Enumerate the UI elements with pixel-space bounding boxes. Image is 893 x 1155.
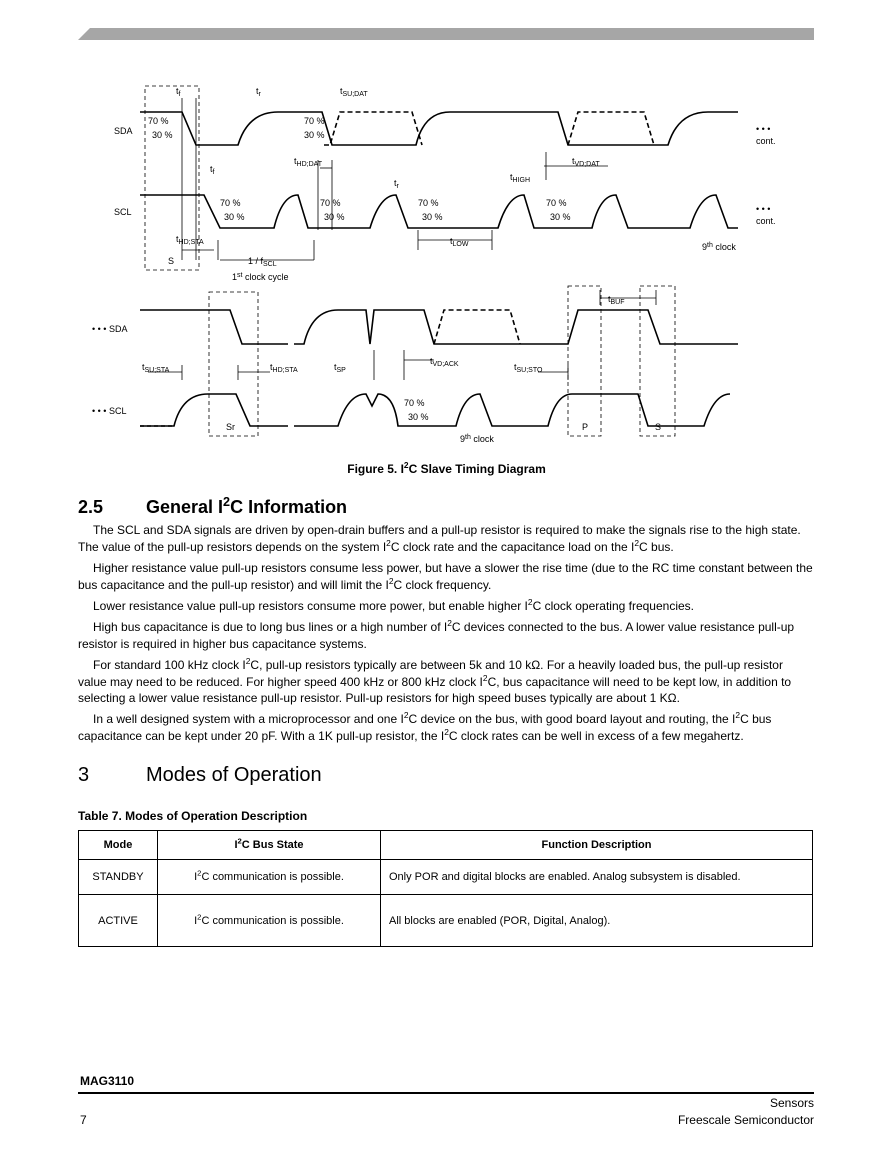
cell-function: Only POR and digital blocks are enabled. Analog subsystem is disabled. [381,860,813,895]
label-p: P [582,422,589,432]
label-thigh: $t_{HIGH}$ [510,172,531,184]
label-tbuf: $t_{BUF}$ [608,294,625,306]
label-s: S [168,256,175,266]
label-tvddat: $t_{VD;DAT}$ [572,156,600,168]
pct-30-g: 30 % [408,412,429,422]
label-one-over-f: $1 / f_{SCL}$ [248,256,277,268]
pct-70-a: 70 % [148,116,169,126]
label-tvdack: $t_{VD;ACK}$ [430,356,459,368]
paragraph-1: The SCL and SDA signals are driven by open-drain buffers and a pull-up resistor is required to make the signals rise to the high state. The value of the pull-up resistors depends on the system $I^2C$ clock rate and the capacitance load on the $I^2C$ bus. [78,523,801,554]
header-bus-state: $I^2C$ Bus State [158,831,381,860]
footer-model: MAG3110 [80,1074,135,1088]
pct-70-f: 70 % [546,198,567,208]
pct-70-c: 70 % [220,198,241,208]
label-scl-lower: • • • SCL [92,406,127,416]
header-bar [78,28,814,40]
label-ninth-clock-2: 9th clock [460,434,494,444]
label-s-2: S [655,422,662,432]
table-header-row [79,831,813,860]
section-heading-3: 3 Modes of Operation [78,764,322,786]
label-thdsta-2: $t_{HD;STA}$ [270,362,298,374]
table-row [79,860,813,895]
pct-70-b: 70 % [304,116,325,126]
figure-caption: Figure 5. $I^2C$ Slave Timing Diagram [347,460,546,476]
timing-markers [148,98,656,380]
table-row [79,895,813,947]
label-first-clock: 1st clock cycle [232,272,289,282]
label-tsusto: $t_{SU;STO}$ [514,362,543,374]
label-dots-1: • • • [756,124,771,134]
label-dots-2: • • • [756,204,771,214]
footer-company: Freescale Semiconductor [677,1113,814,1127]
header-mode: Mode [79,831,158,860]
label-tsudat: $t_{SU;DAT}$ [340,86,368,98]
label-tf-2: $t_f$ [210,164,215,176]
cell-function: All blocks are enabled (POR, Digital, Analog). [381,895,813,947]
timing-diagram [78,80,814,452]
waveforms [140,112,738,426]
paragraph-3: Lower resistance value pull-up resistors consume more power, but enable higher $I^2C$ clock operating frequencies. [93,597,694,613]
label-tlow: $t_{LOW}$ [450,236,469,248]
label-tsusta: $t_{SU;STA}$ [142,362,170,374]
pct-30-c: 30 % [224,212,245,222]
pct-30-b: 30 % [304,130,325,140]
label-sda-lower: • • • SDA [92,324,128,334]
table-caption: Table 7. Modes of Operation Description [78,809,308,823]
pct-30-a: 30 % [152,130,173,140]
label-tsp: $t_{SP}$ [334,362,346,374]
label-cont-2: cont. [756,216,776,226]
label-ninth-clock-1: 9th clock [702,242,736,252]
cell-bus-state: $I^2C$ communication is possible. [158,895,381,947]
label-sr: Sr [226,422,235,432]
paragraph-5: For standard 100 kHz clock $I^2C$, pull-up resistors typically are between 5k and 10 kΩ. For a heavily loaded bus, the pull-up resistor value may need to be reduced. For higher speed 400 kHz or 800 kHz clock $I^2C$, bus capacitance will need to be kept low, in addition to selecting a lower value resistance pull-up resistor. Pull-up resistors for high speed buses typically are about 1 KΩ. [78,656,792,705]
cell-bus-state: $I^2C$ communication is possible. [158,860,381,895]
paragraph-2: Higher resistance value pull-up resistors consume less power, but have a slower the rise time (due to the RC time constant between the bus capacitance and the pull-up resistor) and will limit the $I^2C$ clock frequency. [78,561,813,592]
label-thddat: $t_{HD;DAT}$ [294,156,323,168]
pct-30-e: 30 % [422,212,443,222]
header-function: Function Description [381,831,813,860]
footer-category: Sensors [769,1096,814,1110]
cell-mode: ACTIVE [79,895,158,947]
pct-70-g: 70 % [404,398,425,408]
label-tf-1: $t_f$ [176,86,181,98]
pct-30-d: 30 % [324,212,345,222]
dashed-boxes [145,86,675,436]
label-tr-2: $t_r$ [394,178,399,190]
paragraph-4: High bus capacitance is due to long bus lines or a high number of $I^2C$ devices connected to the bus. A lower value resistance pull-up resistor is required in higher bus capacitance systems. [78,618,795,651]
section-heading-2-5: 2.5 General $I^2C$ Information [78,495,348,517]
pct-70-d: 70 % [320,198,341,208]
label-thdsta: $t_{HD;STA}$ [176,234,204,246]
footer-divider [78,1092,814,1094]
label-sda: SDA [114,126,133,136]
cell-mode: STANDBY [79,860,158,895]
label-scl: SCL [114,207,132,217]
pct-70-e: 70 % [418,198,439,208]
paragraph-6: In a well designed system with a microprocessor and one $I^2C$ device on the bus, with good board layout and routing, the $I^2C$ bus capacitance can be kept under 20 pF. With a 1K pull-up resistor, the $I^2C$ clock rates can be well in excess of a few megahertz. [78,710,772,743]
pct-30-f: 30 % [550,212,571,222]
page-number: 7 [80,1113,87,1127]
modes-table [78,830,813,947]
label-tr-1: $t_r$ [256,86,261,98]
label-cont-1: cont. [756,136,776,146]
